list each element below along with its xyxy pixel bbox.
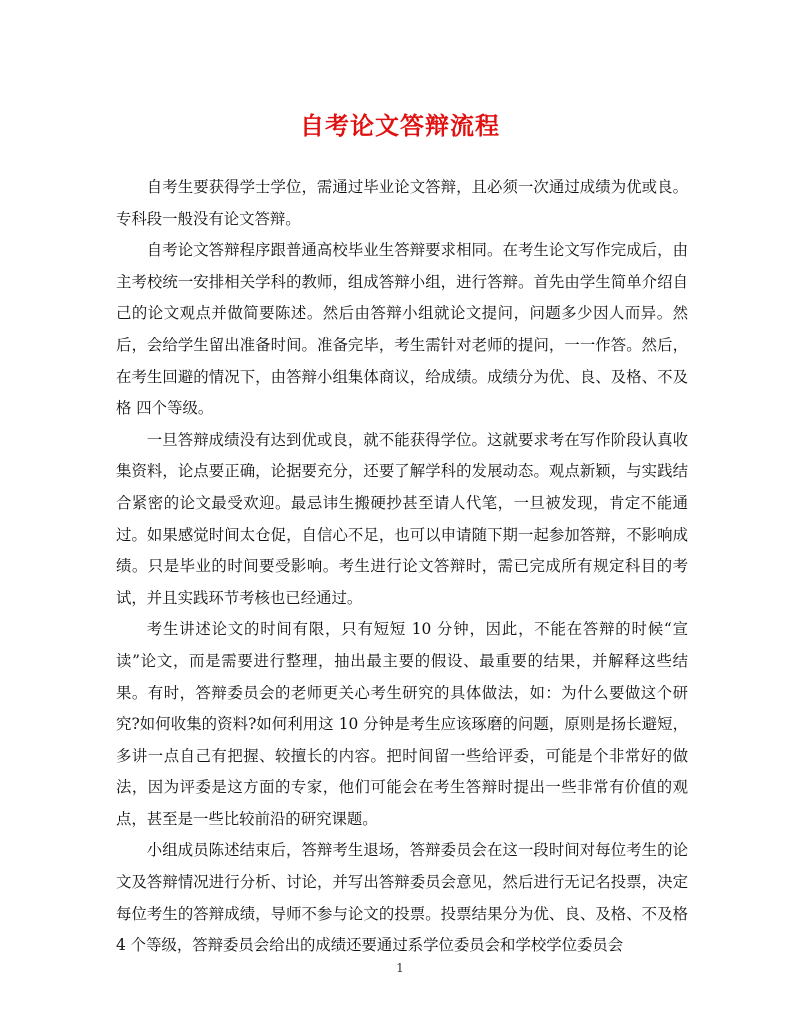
paragraph: 自考生要获得学士学位，需通过毕业论文答辩，且必须一次通过成绩为优或良。专科段一般没有论文答辩。 xyxy=(116,178,688,228)
paragraph: 小组成员陈述结束后，答辩考生退场，答辩委员会在这一段时间对每位考生的论文及答辩情况进行分析、讨论，并写出答辩委员会意见，然后进行无记名投票，决定每位考生的答辩成绩，导师不参与论文的投票。投票结果分为优、良、及格、不及格 4 个等级，答辩委员会给出的成绩还要通过系学位委员会和学校学位委员会 xyxy=(116,841,688,955)
paragraph: 自考论文答辩程序跟普通高校毕业生答辩要求相同。在考生论文写作完成后，由主考校统一安排相关学科的教师，组成答辩小组，进行答辩。首先由学生简单介绍自己的论文观点并做简要陈述。然后由答辩小组就论文提问，问题多少因人而异。然后，会给学生留出准备时间。准备完毕，考生需针对老师的提问，一一作答。然后，在考生回避的情况下，由答辩小组集体商议，给成绩。成绩分为优、良、及格、不及格 四个等级。 xyxy=(116,241,688,418)
paragraph: 一旦答辩成绩没有达到优或良，就不能获得学位。这就要求考在写作阶段认真收集资料，论点要正确，论据要充分，还要了解学科的发展动态。观点新颖，与实践结合紧密的论文最受欢迎。最忌讳生搬硬抄甚至请人代笔，一旦被发现，肯定不能通过。如果感觉时间太仓促，自信心不足，也可以申请随下期一起参加答辩，不影响成绩。只是毕业的时间要受影响。考生进行论文答辩时，需已完成所有规定科目的考试，并且实践环节考核也已经通过。 xyxy=(116,430,688,607)
paragraph: 考生讲述论文的时间有限，只有短短 10 分钟，因此，不能在答辩的时候“宣读”论文，而是需要进行整理，抽出最主要的假设、最重要的结果，并解释这些结果。有时，答辩委员会的老师更关心考生研究的具体做法，如：为什么要做这个研究?如何收集的资料?如何利用这 10 分钟是考生应该琢磨的问题，原则是扬长避短，多讲一点自己有把握、较擅长的内容。把时间留一些给评委，可能是个非常好的做法，因为评委是这方面的专家，他们可能会在考生答辩时提出一些非常有价值的观点，甚至是一些比较前沿的研究课题。 xyxy=(116,620,688,828)
document-title: 自考论文答辩流程 xyxy=(300,111,500,140)
document-body xyxy=(116,172,688,962)
page-number: 1 xyxy=(396,961,404,975)
